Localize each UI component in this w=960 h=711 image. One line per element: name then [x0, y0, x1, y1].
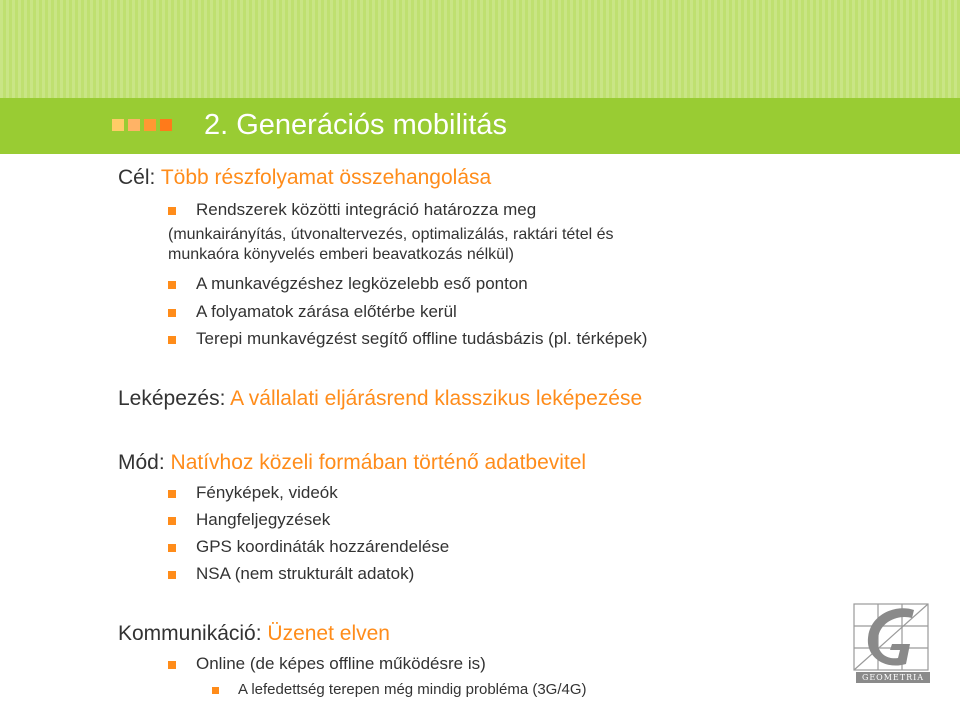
- mod-bullet-2-text: Hangfeljegyzések: [196, 510, 331, 529]
- lekepezes-heading: [118, 387, 642, 411]
- kommunikacio-bullet-text: Online (de képes offline működésre is): [196, 654, 486, 673]
- mod-bullet-3-text: GPS koordináták hozzárendelése: [196, 537, 450, 556]
- kommunikacio-heading: [118, 622, 390, 646]
- cel-bullet-1-text: Rendszerek közötti integráció határozza meg: [196, 200, 537, 219]
- cel-heading: [118, 166, 491, 190]
- cel-cont-2: munkaóra könyvelés emberi beavatkozás nélkül): [168, 246, 514, 263]
- mod-label: Mód:: [118, 451, 165, 474]
- kommunikacio-subbullet-text: A lefedettség terepen még mindig probléma (3G/4G): [238, 681, 587, 698]
- mod-bullet-1-text: Fényképek, videók: [196, 483, 338, 502]
- kommunikacio-value: Üzenet elven: [267, 622, 390, 645]
- slide-title: 2. Generációs mobilitás: [204, 109, 508, 141]
- cel-bullet-2-text: A munkavégzéshez legközelebb eső ponton: [196, 274, 528, 293]
- cel-cont-1: (munkairányítás, útvonaltervezés, optimalizálás, raktári tétel és: [168, 226, 614, 243]
- cel-bullet-4-text: Terepi munkavégzést segítő offline tudásbázis (pl. térképek): [196, 329, 648, 348]
- mod-value: Natívhoz közeli formában történő adatbevitel: [170, 451, 587, 474]
- kommunikacio-label: Kommunikáció:: [118, 622, 262, 645]
- lekepezes-label: Leképezés:: [118, 387, 226, 410]
- mod-bullet-4-text: NSA (nem strukturált adatok): [196, 564, 415, 583]
- geometria-logo-label: GEOMETRIA: [856, 672, 930, 683]
- lekepezes-value: A vállalati eljárásrend klasszikus leképezése: [230, 387, 643, 410]
- mod-heading: [118, 451, 586, 475]
- cel-label: Cél:: [118, 166, 156, 189]
- cel-bullet-3-text: A folyamatok zárása előtérbe kerül: [196, 302, 457, 321]
- cel-value: Több részfolyamat összehangolása: [160, 166, 492, 189]
